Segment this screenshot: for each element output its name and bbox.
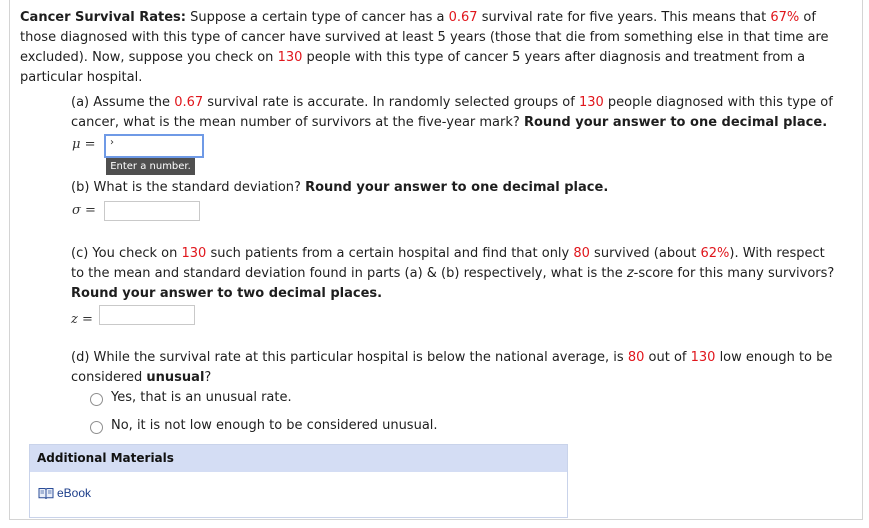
z-score-input[interactable]	[99, 305, 195, 325]
part-c-text: (c) You check on 130 such patients from a certain hospital and find that only 80 survived (about 62%). With respect to the mean and standard deviation found in parts (a) & (b) respectively, what is the z-score for this many survivors? Round your answer to two decimal places.	[71, 246, 835, 301]
book-icon	[38, 487, 54, 500]
radio-no-label[interactable]: No, it is not low enough to be considered unusual.	[111, 418, 438, 433]
question-title: Cancer Survival Rates:	[20, 10, 186, 25]
std-dev-input[interactable]	[104, 201, 200, 221]
ebook-label[interactable]: eBook	[57, 486, 92, 500]
input-tooltip: Enter a number.	[106, 158, 195, 175]
mu-label: μ =	[72, 137, 96, 152]
intro-paragraph: Cancer Survival Rates: Suppose a certain type of cancer has a 0.67 survival rate for five years. This means that 67% of those diagnosed with this type of cancer have survived at least 5 years (those that die from something else in that time are excluded). Now, suppose you check on 130 people with this type of cancer 5 years after diagnosis and treatment from a particular hospital.	[20, 10, 829, 85]
radio-no[interactable]	[90, 421, 103, 434]
ebook-link[interactable]	[38, 486, 91, 500]
part-d-text: (d) While the survival rate at this particular hospital is below the national average, is 80 out of 130 low enough to be considered unusual?	[71, 350, 833, 385]
radio-yes-label[interactable]: Yes, that is an unusual rate.	[111, 390, 292, 405]
part-a-text: (a) Assume the 0.67 survival rate is accurate. In randomly selected groups of 130 people diagnosed with this type of cancer, what is the mean number of survivors at the five-year mark? Round your answer to one decimal place.	[71, 95, 833, 130]
radio-yes[interactable]	[90, 393, 103, 406]
sigma-label: σ =	[72, 203, 96, 218]
part-b-text: (b) What is the standard deviation? Round your answer to one decimal place.	[71, 180, 609, 195]
cursor-caret-icon: ›	[110, 137, 114, 148]
z-label: z =	[71, 312, 93, 327]
mean-input[interactable]	[104, 134, 204, 158]
additional-materials-heading: Additional Materials	[30, 445, 567, 472]
additional-materials-panel	[29, 444, 568, 518]
